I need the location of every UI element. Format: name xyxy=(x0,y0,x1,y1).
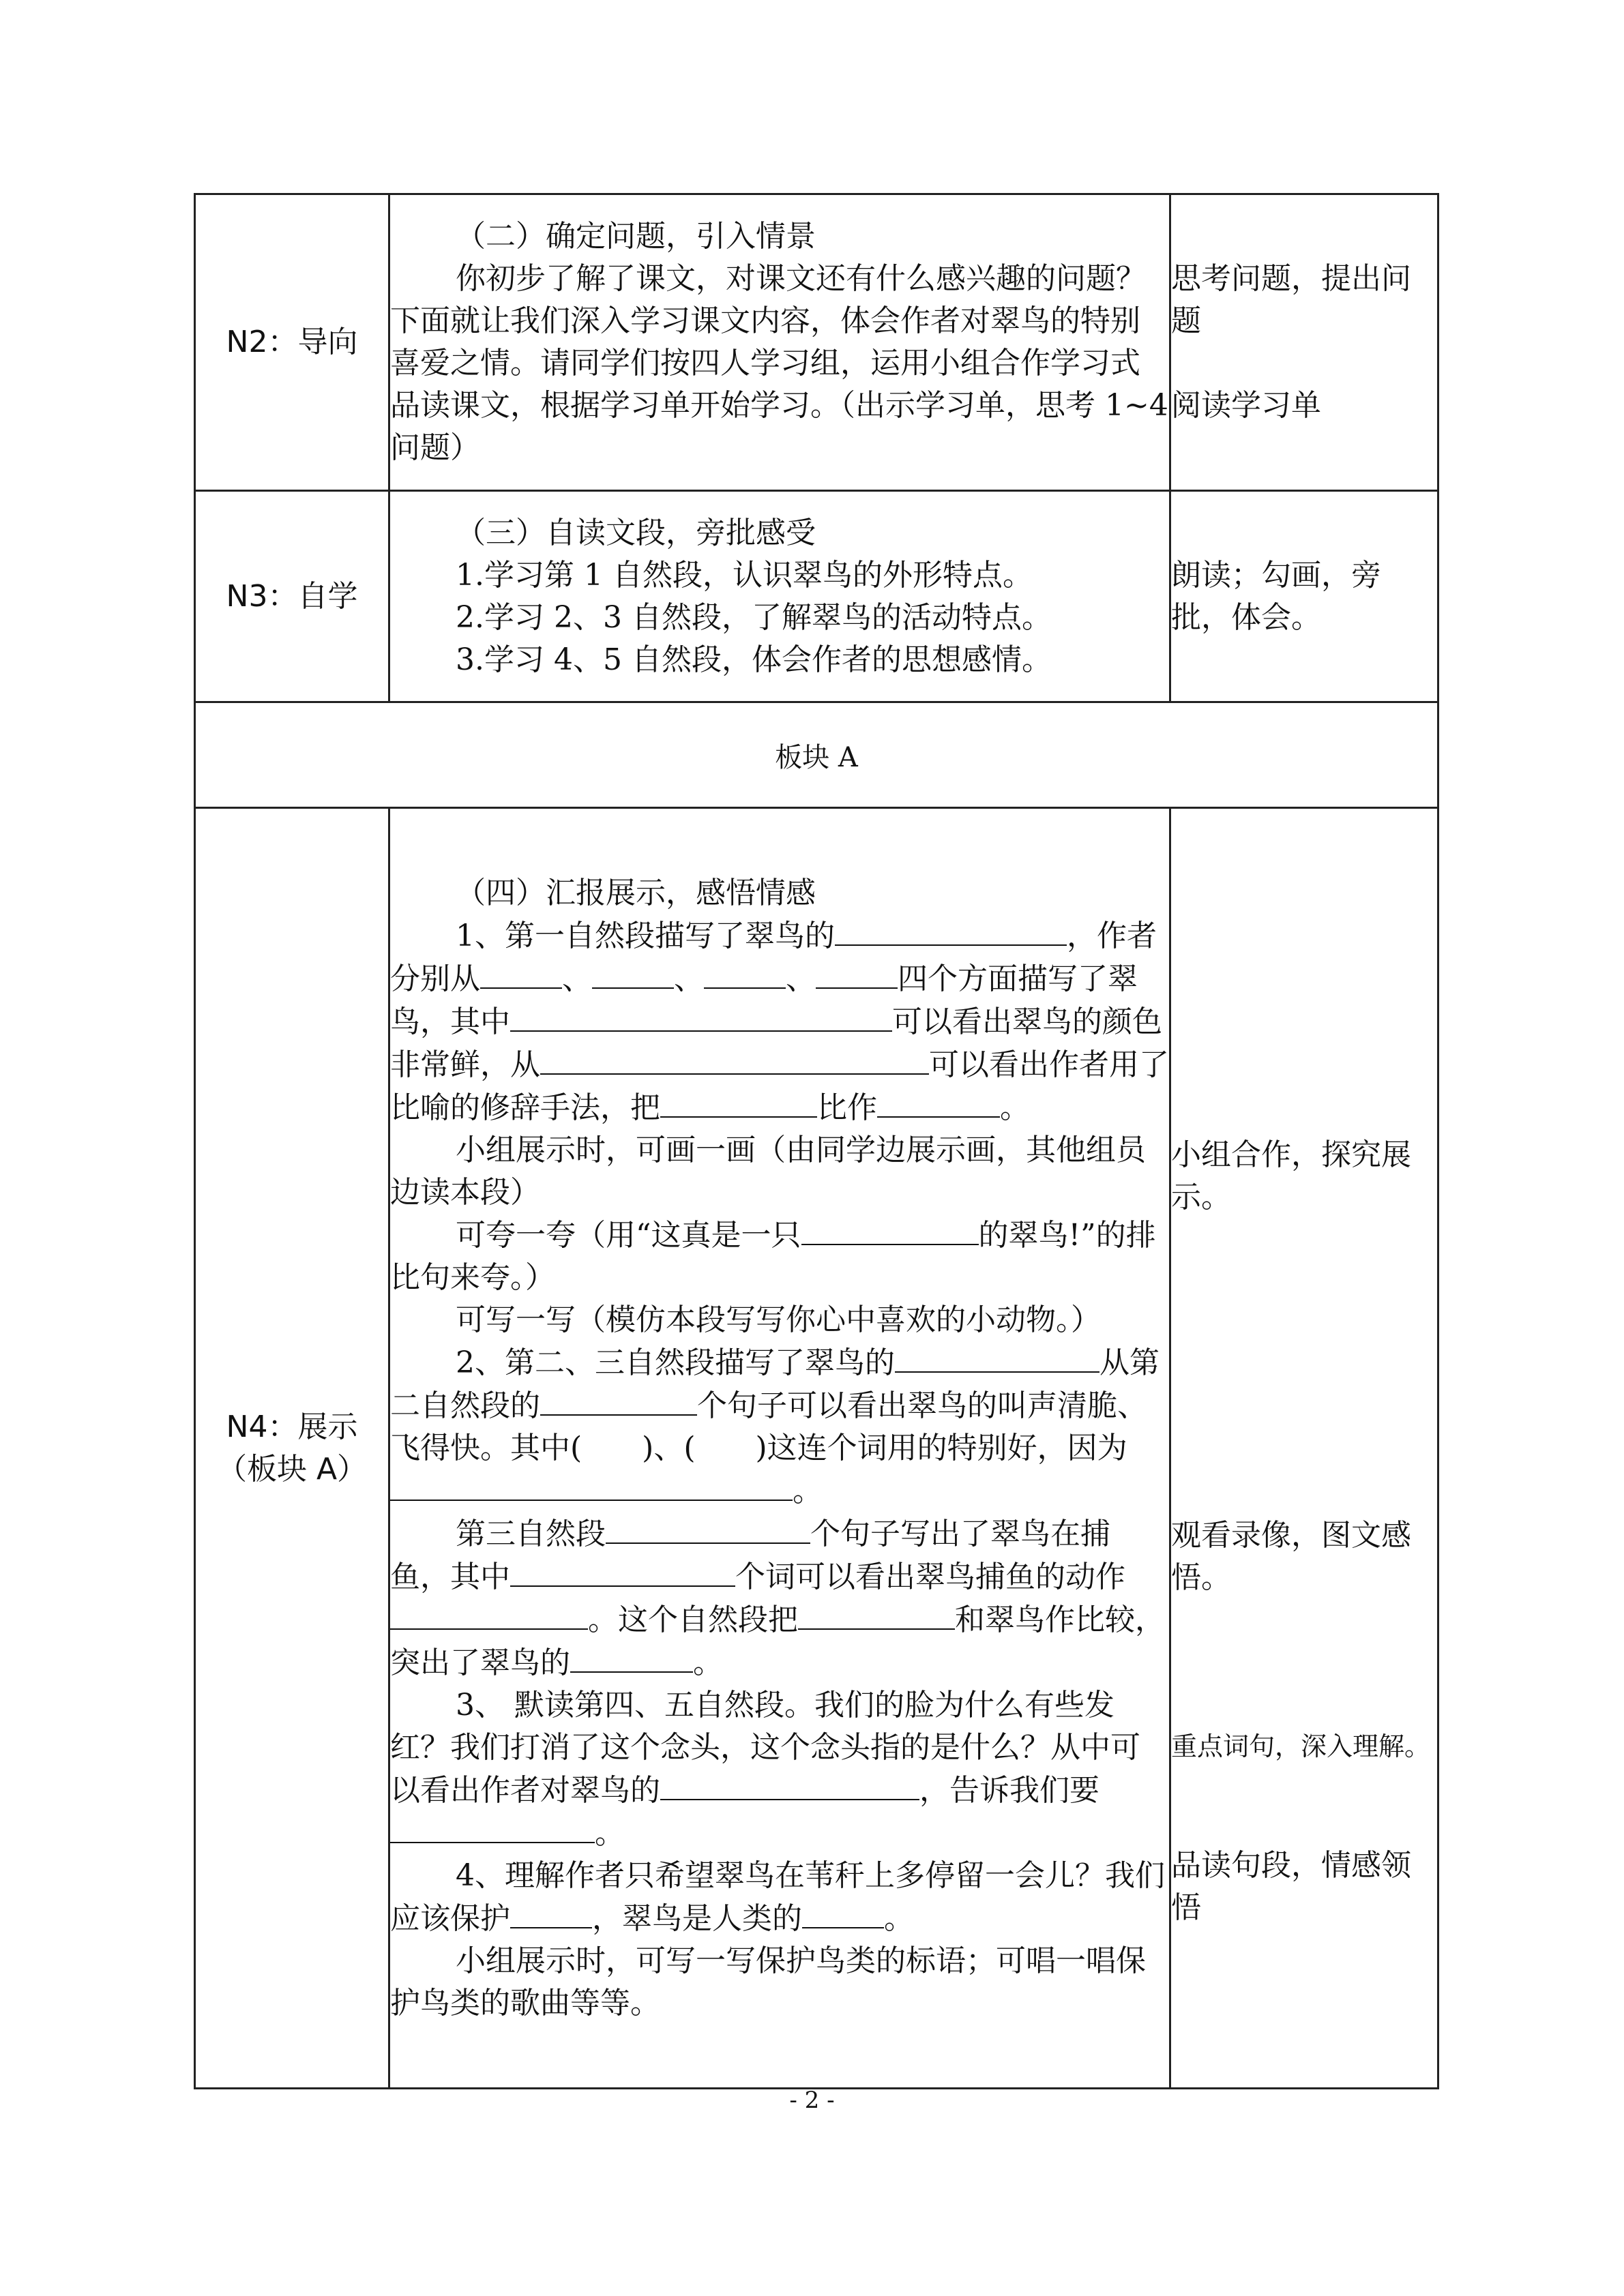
fill-blank xyxy=(606,1512,810,1544)
fill-blank xyxy=(877,1086,1000,1118)
fill-blank xyxy=(592,957,674,989)
text: 。 xyxy=(884,1900,914,1936)
question-4 xyxy=(390,1855,1169,1940)
section-heading: （二）确定问题，引入情景 xyxy=(456,219,816,254)
activity-text: 思考问题，提出问题 xyxy=(1171,261,1411,338)
text: 从第二自然段的 xyxy=(390,1345,1160,1423)
section-heading: （四）汇报展示，感悟情感 xyxy=(456,875,816,910)
fill-blank xyxy=(480,957,562,989)
fill-blank xyxy=(660,1769,919,1800)
fill-blank xyxy=(390,1470,793,1501)
question-1 xyxy=(390,914,1169,1129)
list-item: 3.学习 4、5 自然段，体会作者的思想感情。 xyxy=(456,642,1052,677)
stage-label: N2：导向 xyxy=(226,325,358,359)
table-row-n3 xyxy=(195,491,1438,702)
text: 。这个自然段把 xyxy=(588,1602,798,1637)
text: 四个方面描写了翠鸟，其中 xyxy=(390,961,1138,1039)
text: 的翠鸟!”的排比句来夸。） xyxy=(390,1217,1156,1295)
text: 、 xyxy=(562,961,592,996)
text: 、 xyxy=(786,961,816,996)
fill-blank xyxy=(510,1555,735,1587)
question-3 xyxy=(390,1684,1169,1855)
table-row-n4 xyxy=(195,808,1438,2089)
activity-text: 重点词句，深入理解。 xyxy=(1171,1731,1431,1761)
section-heading: （三）自读文段，旁批感受 xyxy=(456,515,816,550)
text: 、 xyxy=(674,961,704,996)
table-row-n2 xyxy=(195,194,1438,491)
text: 4、理解作者只希望翠鸟在苇秆上多停留一会儿？我们应该保护 xyxy=(390,1858,1165,1936)
table-row-section xyxy=(195,702,1438,808)
paragraph xyxy=(390,1214,1169,1299)
stage-sublabel: （板块 A） xyxy=(216,1451,368,1487)
stage-cell-n2 xyxy=(195,194,389,491)
list-item: 1.学习第 1 自然段，认识翠鸟的外形特点。 xyxy=(456,557,1033,593)
fill-blank xyxy=(835,914,1067,946)
text: 比作 xyxy=(817,1090,877,1125)
content-cell-n3 xyxy=(389,491,1170,702)
activity-text: 观看录像，图文感悟。 xyxy=(1171,1517,1411,1595)
activity-text: 朗读；勾画，旁批，体会。 xyxy=(1171,557,1381,635)
section-title-cell xyxy=(195,702,1438,808)
paragraph: 你初步了解了课文，对课文还有什么感兴趣的问题？下面就让我们深入学习课文内容，体会作者对翠鸟的特别喜爱之情。请同学们按四人学习组，运用小组合作学习式品读课文，根据学习单开始学习。（出示学习单，思考 1~4 问题） xyxy=(390,261,1168,465)
fill-blank xyxy=(660,1086,817,1118)
question-2b xyxy=(390,1512,1169,1684)
fill-blank xyxy=(816,957,898,989)
text: 个句子写出了翠鸟在捕鱼，其中 xyxy=(390,1516,1110,1594)
text: 。 xyxy=(693,1645,723,1680)
text: ， xyxy=(919,1772,949,1808)
text: 和翠鸟作比较，突出了翠鸟的 xyxy=(390,1602,1165,1680)
text: 2、第二、三自然段描写了翠鸟的 xyxy=(456,1345,895,1380)
fill-blank xyxy=(390,1812,595,1843)
text: ，翠鸟是人类的 xyxy=(592,1900,802,1936)
content-cell-n2 xyxy=(389,194,1170,491)
question-2 xyxy=(390,1341,1169,1512)
activity-cell-n3 xyxy=(1170,491,1438,702)
section-title: 板块 A xyxy=(775,741,858,773)
text: 可以看出作者用了比喻的修辞手法，把 xyxy=(390,1047,1169,1125)
fill-blank xyxy=(510,1000,892,1032)
fill-blank xyxy=(540,1043,929,1075)
text: 3、 默读第四、五自然段。我们的脸为什么有些发红？我们打消了这个念头，这个念头指的是什么？从中可以看出作者对翠鸟的 xyxy=(390,1687,1140,1808)
fill-blank xyxy=(540,1384,697,1416)
fill-blank xyxy=(704,957,786,989)
text: 个词可以看出翠鸟捕鱼的动作 xyxy=(735,1559,1125,1594)
text: 告诉我们要 xyxy=(949,1772,1099,1808)
fill-blank xyxy=(390,1598,588,1630)
activity-cell-n2 xyxy=(1170,194,1438,491)
fill-blank xyxy=(802,1897,884,1928)
page-number: - 2 - xyxy=(789,2087,835,2114)
paragraph: 小组展示时，可画一画（由同学边展示画，其他组员边读本段） xyxy=(390,1132,1146,1210)
text: 作者分别从 xyxy=(390,918,1157,996)
activity-text: 小组合作，探究展示。 xyxy=(1171,1137,1411,1214)
activity-text: 品读句段，情感领悟 xyxy=(1171,1847,1411,1925)
text: ， xyxy=(1067,918,1097,953)
fill-blank xyxy=(801,1214,979,1245)
text: 。 xyxy=(1000,1090,1030,1125)
lesson-plan-table xyxy=(194,193,1439,2089)
stage-label: N3：自学 xyxy=(226,578,358,614)
text: 1、第一自然段描写了翠鸟的 xyxy=(456,918,835,953)
stage-cell-n4 xyxy=(195,808,389,2089)
fill-blank xyxy=(895,1341,1099,1373)
fill-blank xyxy=(798,1598,955,1630)
text: 个句子可以看出翠鸟的叫声清脆、飞得快。其中( )、( )这连个词用的特别好，因为 xyxy=(390,1388,1147,1465)
text: 可以看出翠鸟的颜色非常鲜，从 xyxy=(390,1004,1162,1082)
paragraph: 小组展示时，可写一写保护鸟类的标语；可唱一唱保护鸟类的歌曲等等。 xyxy=(390,1943,1146,2021)
text: 。 xyxy=(793,1473,823,1508)
activity-text: 阅读学习单 xyxy=(1171,388,1321,423)
list-item: 2.学习 2、3 自然段，了解翠鸟的活动特点。 xyxy=(456,599,1052,635)
stage-cell-n3 xyxy=(195,491,389,702)
text: 可夸一夸（用“这真是一只 xyxy=(456,1217,801,1253)
activity-cell-n4 xyxy=(1170,808,1438,2089)
paragraph: 可写一写（模仿本段写写你心中喜欢的小动物。） xyxy=(456,1302,1101,1337)
content-cell-n4 xyxy=(389,808,1170,2089)
text: 第三自然段 xyxy=(456,1516,606,1551)
fill-blank xyxy=(570,1641,693,1673)
text: 。 xyxy=(595,1815,625,1851)
stage-label: N4：展示 xyxy=(226,1409,358,1444)
fill-blank xyxy=(510,1897,592,1928)
